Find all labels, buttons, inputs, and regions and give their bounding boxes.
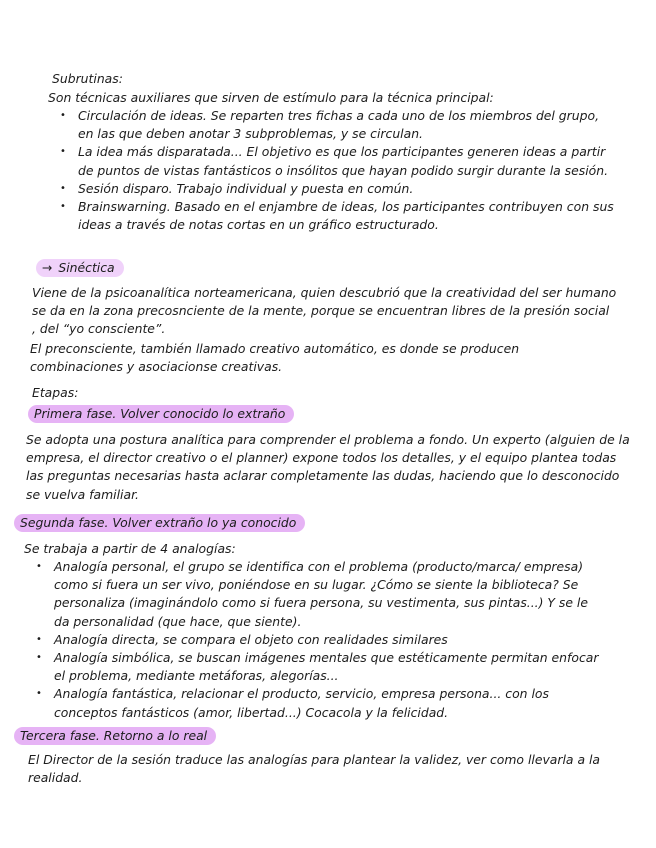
fase2-intro: Se trabaja a partir de 4 analogías: [24,541,236,556]
list-item: • Sesión disparo. Trabajo individual y puesta en común. [52,180,614,198]
fase2-list [28,558,606,722]
sinectica-highlight [36,259,124,277]
subrutinas-heading: Subrutinas: [52,71,123,86]
fase1-text: Se adopta una postura analítica para comprender el problema a fondo. Un experto (alguien de la empresa, el director creativo o el planner) expone todos los detalles, y el equipo plantea todas las preguntas necesarias hasta aclarar completamente las dudas, haciendo que lo desconocido se vuelva familiar. [26,432,630,502]
list-item: • Analogía directa, se compara el objeto con realidades similares [28,631,606,649]
arrow-right-icon: → [42,260,53,275]
fase2-heading [14,514,305,532]
fase3-text: El Director de la sesión traduce las analogías para plantear la validez, ver como llevarla a la realidad. [28,752,601,786]
sinectica-heading [36,259,124,277]
list-item: • La idea más disparatada... El objetivo es que los participantes generen ideas a partir de puntos de vistas fantásticos o insólitos que hayan podido surgir durante la sesión. [52,143,614,179]
fase1-heading [28,405,294,423]
fase3-heading [14,727,216,745]
fase3-title: Tercera fase. Retorno a lo real [14,727,216,745]
fase2-title: Segunda fase. Volver extraño lo ya conocido [14,514,305,532]
list-item: • Analogía personal, el grupo se identifica con el problema (producto/marca/ empresa) como si fuera un ser vivo, poniéndose en su lugar. ¿Cómo se siente la biblioteca? Se personaliza (imaginándolo como si fuera persona, su vestimenta, sus pintas...) Y se le da personalidad (que hace, que siente). [28,558,606,631]
subrutinas-list [52,107,614,234]
sinectica-label: Sinéctica [58,260,115,275]
sinectica-paragraph-1: Viene de la psicoanalítica norteamericana, quien descubrió que la creatividad del ser humano se da en la zona precosnciente de la mente, porque se encuentran libres de la presión social , del “yo consciente”. [32,285,617,337]
subrutinas-intro: Son técnicas auxiliares que sirven de estímulo para la técnica principal: [48,90,494,105]
list-item: • Circulación de ideas. Se reparten tres fichas a cada uno de los miembros del grupo, en las que deben anotar 3 subproblemas, y se circulan. [52,107,614,143]
fase1-title: Primera fase. Volver conocido lo extraño [28,405,294,423]
list-item: • Analogía simbólica, se buscan imágenes mentales que estéticamente permitan enfocar el problema, mediante metáforas, alegorías... [28,649,606,685]
list-item: • Brainswarning. Basado en el enjambre de ideas, los participantes contribuyen con sus ideas a través de notas cortas en un gráfico estructurado. [52,198,614,234]
list-item: • Analogía fantástica, relacionar el producto, servicio, empresa persona... con los conceptos fantásticos (amor, libertad...) Cocacola y la felicidad. [28,685,606,721]
sinectica-paragraph-2: El preconsciente, también llamado creativo automático, es donde se producen combinaciones y asociacionse creativas. [30,341,520,375]
etapas-label: Etapas: [32,385,79,400]
